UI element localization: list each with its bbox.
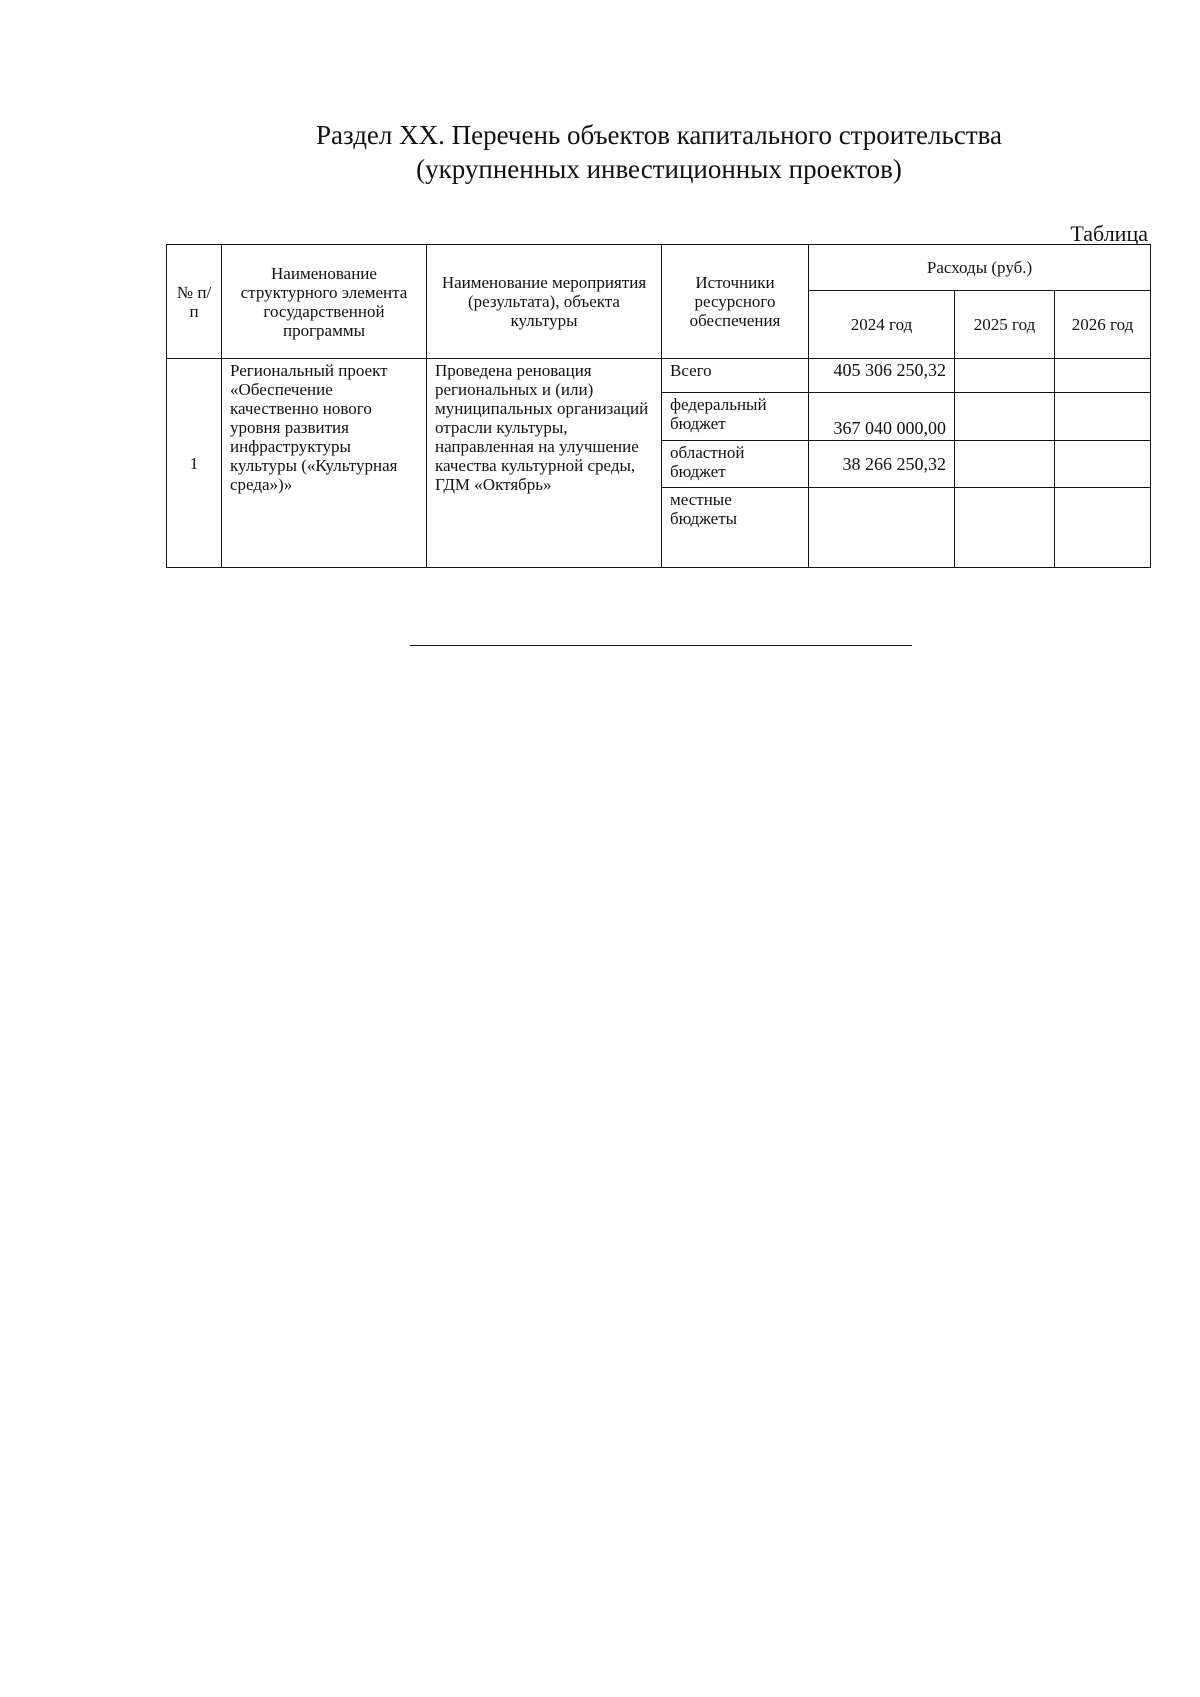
- table-label: Таблица: [1070, 221, 1148, 246]
- value-2024: 38 266 250,32: [809, 441, 955, 488]
- value-2024: 405 306 250,32: [809, 359, 955, 393]
- source-label: федеральный бюджет: [662, 393, 809, 441]
- source-label: областной бюджет: [662, 441, 809, 488]
- value-2024: [809, 488, 955, 568]
- value-2026: [1055, 488, 1151, 568]
- value-2025: [955, 393, 1055, 441]
- section-title: [0, 118, 1200, 186]
- row-event: Проведена реновация региональных и (или) муниципальных организаций отрасли культуры, направленная на улучшение качества культурной среды, ГДМ «Октябрь»: [427, 359, 662, 568]
- header-element: Наименование структурного элемента государственной программы: [222, 245, 427, 359]
- value-2024: 367 040 000,00: [809, 393, 955, 441]
- header-sources: Источники ресурсного обеспечения: [662, 245, 809, 359]
- value-2025: [955, 488, 1055, 568]
- header-row: [167, 245, 1151, 291]
- value-2025: [955, 359, 1055, 393]
- table-row: [167, 359, 1151, 393]
- section-title-line2: (укрупненных инвестиционных проектов): [416, 154, 902, 184]
- section-title-line1: Раздел XX. Перечень объектов капитального строительства: [316, 120, 1002, 150]
- value-2026: [1055, 359, 1151, 393]
- value-2026: [1055, 393, 1151, 441]
- value-2026: [1055, 441, 1151, 488]
- header-expenses: Расходы (руб.): [809, 245, 1151, 291]
- header-year-2026: 2026 год: [1055, 291, 1151, 359]
- row-element: Региональный проект «Обеспечение качественно нового уровня развития инфраструктуры культуры («Культурная среда»)»: [222, 359, 427, 568]
- closing-rule: [410, 645, 912, 646]
- source-label: местные бюджеты: [662, 488, 809, 568]
- header-event: Наименование мероприятия (результата), объекта культуры: [427, 245, 662, 359]
- header-year-2025: 2025 год: [955, 291, 1055, 359]
- value-2025: [955, 441, 1055, 488]
- source-label: Всего: [662, 359, 809, 393]
- capital-construction-table: [166, 244, 1151, 568]
- row-num: 1: [167, 359, 222, 568]
- header-num: № п/п: [167, 245, 222, 359]
- header-year-2024: 2024 год: [809, 291, 955, 359]
